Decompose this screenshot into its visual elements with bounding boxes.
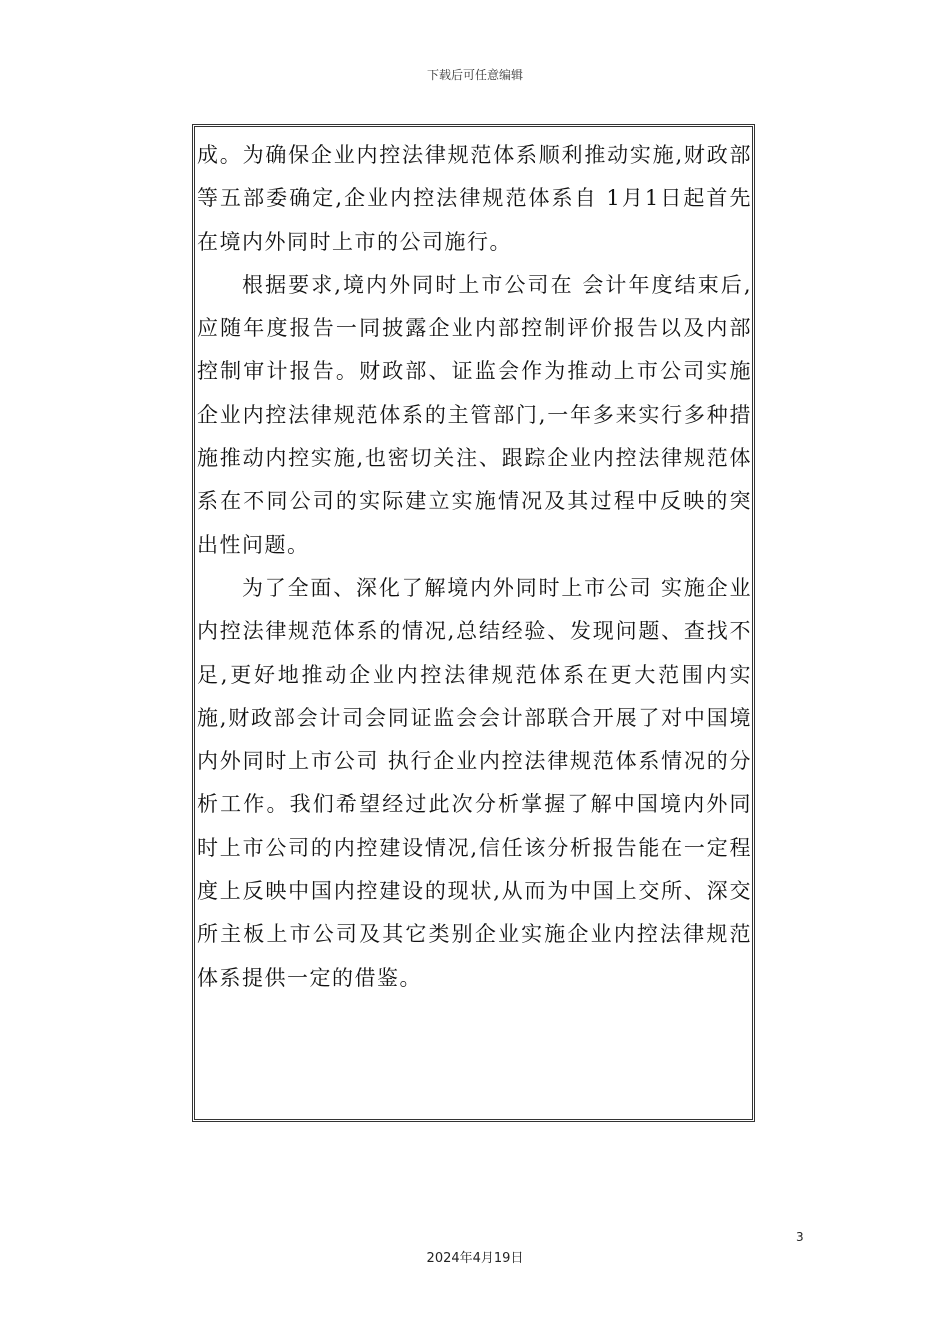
paragraph-2: 根据要求,境内外同时上市公司在 会计年度结束后,应随年度报告一同披露企业内部控制评价报告以及内部控制审计报告。财政部、证监会作为推动上市公司实施企业内控法律规范体系的主管部门,一年多来实行多种措施推动内控实施,也密切关注、跟踪企业内控法律规范体系在不同公司的实际建立实施情况及其过程中反映的突出性问题。 [197, 272, 752, 557]
footer-date: 2024年4月19日 [426, 1251, 524, 1266]
paragraph-1: 成。为确保企业内控法律规范体系顺利推动实施,财政部等五部委确定,企业内控法律规范体系自 1月1日起首先在境内外同时上市的公司施行。 [197, 143, 752, 254]
paragraph-3: 为了全面、深化了解境内外同时上市公司 实施企业内控法律规范体系的情况,总结经验、发现问题、查找不足,更好地推动企业内控法律规范体系在更大范围内实施,财政部会计司会同证监会会计部联合开展了对中国境内外同时上市公司 执行企业内控法律规范体系情况的分析工作。我们希望经过此次分析掌握了解中国境内外同时上市公司的内控建设情况,信任该分析报告能在一定程度上反映中国内控建设的现状,从而为中国上交所、深交所主板上市公司及其它类别企业实施企业内控法律规范体系提供一定的借鉴。 [197, 575, 752, 990]
header-note: 下载后可任意编辑 [426, 68, 523, 82]
page-number: 3 [796, 1230, 804, 1244]
content-box [192, 124, 755, 1122]
